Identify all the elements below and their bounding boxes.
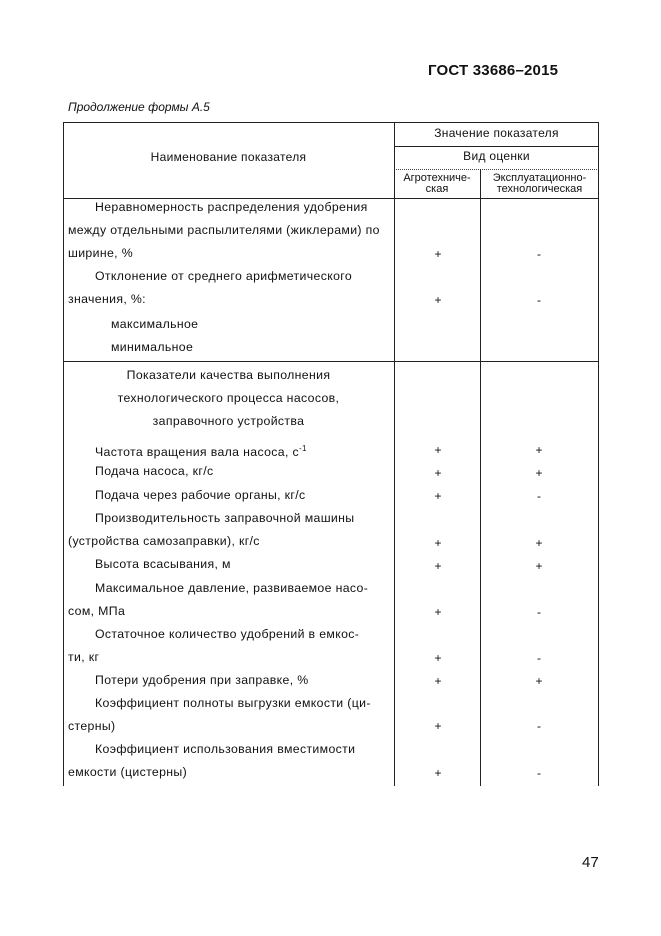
header-assessment-kind: Вид оценки bbox=[463, 149, 530, 163]
mark-expl: - bbox=[537, 247, 541, 261]
sub-item-minimum: минимальное bbox=[111, 340, 194, 354]
header-indicator-value: Значение показателя bbox=[434, 126, 559, 140]
mark-agro: + bbox=[434, 719, 442, 733]
row-max-pump-pressure: Максимальное давление, развиваемое насо- сом, МПа bbox=[68, 581, 369, 619]
mark-agro: + bbox=[434, 466, 442, 480]
standard-number: ГОСТ 33686–2015 bbox=[428, 62, 559, 79]
row-filling-machine-productivity: Производительность заправочной машины (устройства самозаправки), кг/с bbox=[68, 511, 355, 549]
mark-agro: + bbox=[434, 247, 442, 261]
mark-agro: + bbox=[434, 536, 442, 550]
form-continuation-caption: Продолжение формы А.5 bbox=[68, 100, 210, 114]
row-pump-shaft-speed: Частота вращения вала насоса, $с^{-1}$ bbox=[95, 444, 307, 460]
section-heading-pump-quality: Показатели качества выполнения технологического процесса насосов, заправочного устройства bbox=[117, 368, 340, 429]
mark-expl: - bbox=[537, 719, 541, 733]
sub-item-maximum: максимальное bbox=[111, 317, 199, 331]
mark-agro: + bbox=[434, 559, 442, 573]
row-suction-height: Высота всасывания, м bbox=[95, 557, 231, 571]
mark-expl: - bbox=[537, 651, 541, 665]
mark-expl: - bbox=[537, 293, 541, 307]
row-fertilizer-distribution-unevenness: Неравномерность распределения удобрения между отдельными распылителями (жиклерами) по ширине, % bbox=[68, 200, 380, 261]
mark-agro: + bbox=[434, 443, 442, 457]
page-number: 47 bbox=[582, 854, 599, 871]
mark-expl: + bbox=[535, 536, 543, 550]
row-capacity-utilization: Коэффициент использования вместимости емкости (цистерны) bbox=[68, 742, 356, 780]
mark-expl: + bbox=[535, 466, 543, 480]
row-working-organs-delivery: Подача через рабочие органы, кг/с bbox=[95, 488, 306, 502]
header-operational-technological: Эксплуатационно- технологическая bbox=[492, 172, 587, 195]
row-deviation-from-mean: Отклонение от среднего арифметического значения, %: bbox=[68, 269, 353, 307]
mark-expl: + bbox=[535, 674, 543, 688]
mark-expl: + bbox=[535, 443, 543, 457]
mark-expl: - bbox=[537, 489, 541, 503]
row-unloading-completeness: Коэффициент полноты выгрузки емкости (ци- стерны) bbox=[68, 696, 371, 734]
row-pump-delivery: Подача насоса, кг/с bbox=[95, 464, 214, 478]
mark-agro: + bbox=[434, 674, 442, 688]
row-filling-losses: Потери удобрения при заправке, % bbox=[95, 673, 309, 687]
header-agrotechnical: Агротехниче- ская bbox=[403, 172, 471, 195]
mark-expl: - bbox=[537, 766, 541, 780]
mark-agro: + bbox=[434, 651, 442, 665]
mark-agro: + bbox=[434, 766, 442, 780]
header-indicator-name: Наименование показателя bbox=[150, 150, 307, 164]
mark-agro: + bbox=[434, 489, 442, 503]
mark-agro: + bbox=[434, 293, 442, 307]
row-residual-fertilizer: Остаточное количество удобрений в емкос- ти, кг bbox=[68, 627, 360, 665]
mark-expl: - bbox=[537, 605, 541, 619]
mark-expl: + bbox=[535, 559, 543, 573]
mark-agro: + bbox=[434, 605, 442, 619]
